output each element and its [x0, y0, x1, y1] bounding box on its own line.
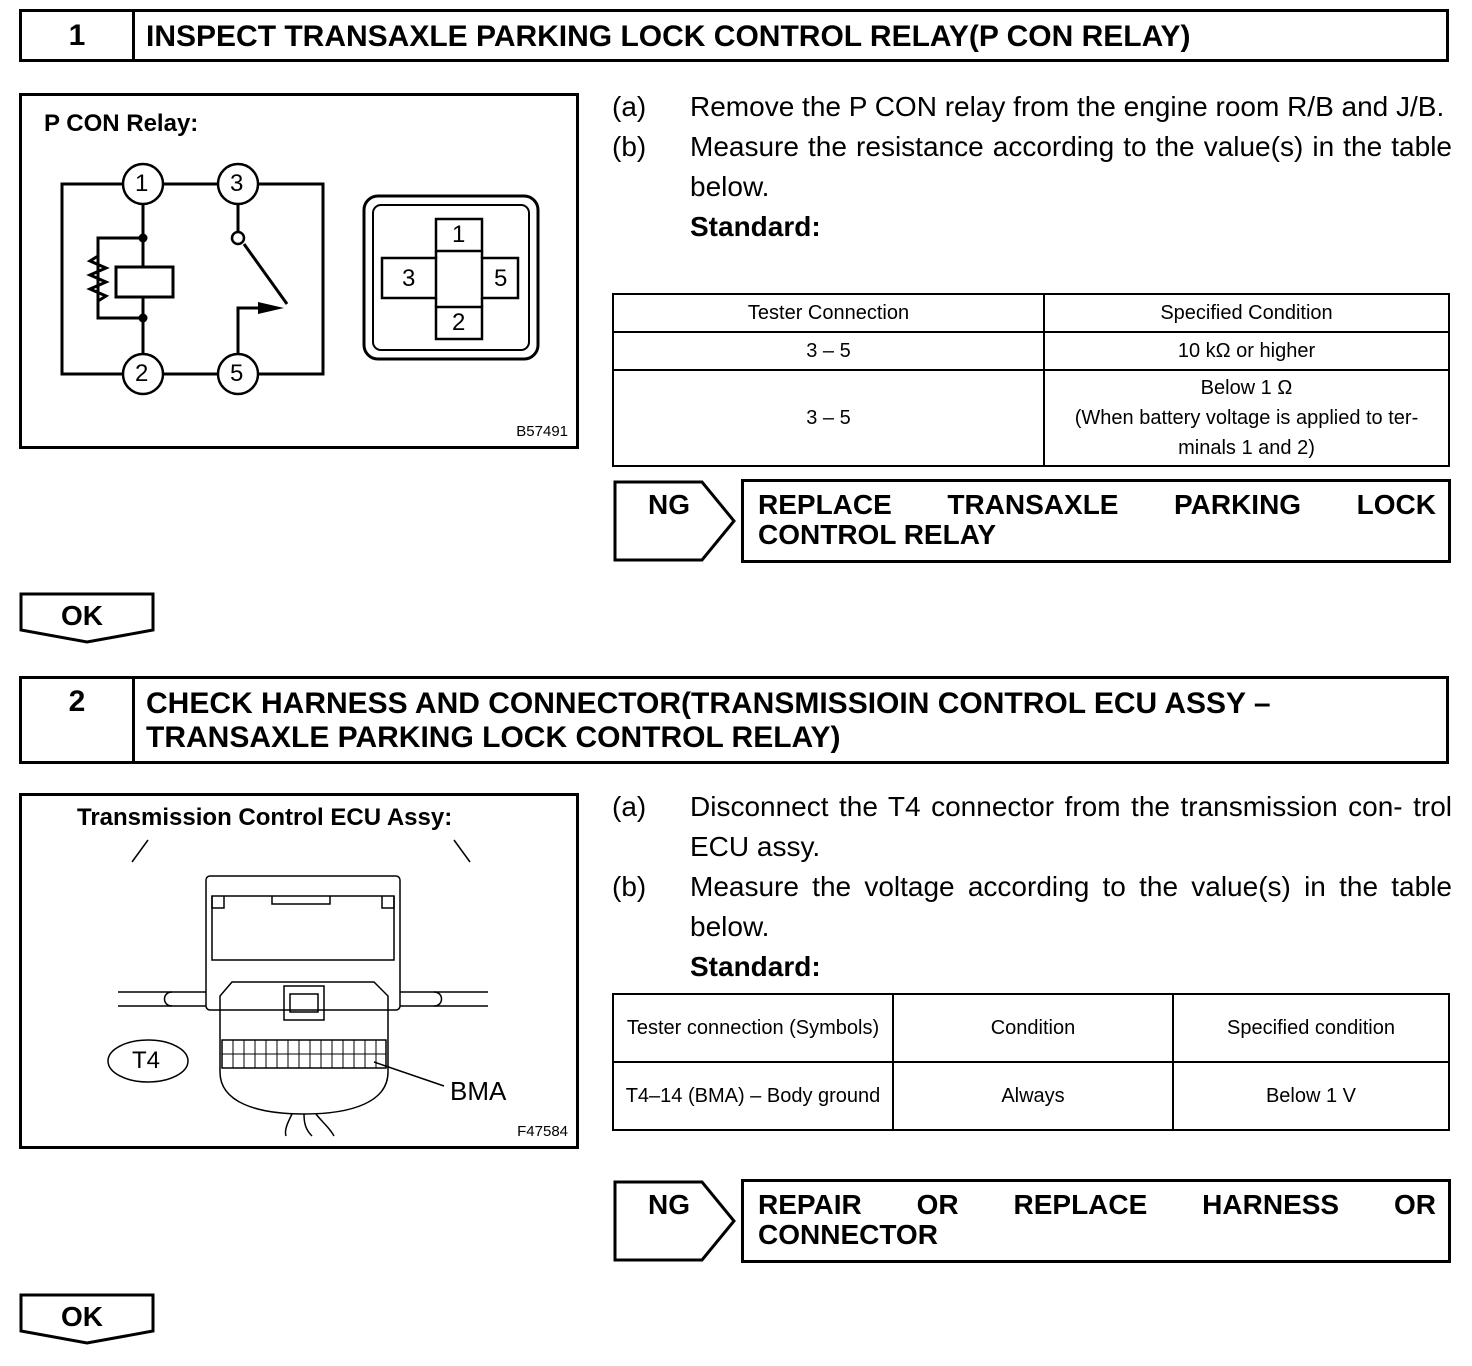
figure-title: Transmission Control ECU Assy: [77, 804, 453, 831]
standard-row [612, 947, 1452, 987]
table-cell: Below 1 V [1173, 1062, 1449, 1130]
instruction-label: (b) [612, 131, 647, 162]
ng-branch-tag [612, 1179, 738, 1263]
p-con-relay-figure [19, 93, 579, 449]
table-header: Tester connection (Symbols) [613, 994, 893, 1062]
step1-spec-table [612, 293, 1450, 467]
ok-branch-tag [19, 592, 155, 644]
step1-header [19, 9, 1449, 62]
step2-spec-table [612, 993, 1450, 1131]
instruction-label: (a) [612, 791, 647, 822]
table-row [613, 1062, 1449, 1130]
ok-label: OK [61, 1301, 103, 1332]
instruction-label: (a) [612, 91, 647, 122]
connector-pin-5: 5 [494, 265, 508, 292]
condition-line: (When battery voltage is applied to ter- [1074, 407, 1419, 429]
figure-code: B57491 [516, 423, 568, 440]
instruction-text: Measure the voltage according to the value(s) in the table below. [690, 871, 1452, 942]
standard-row [612, 207, 1452, 247]
step-title-line: TRANSAXLE PARKING LOCK CONTROL RELAY) [146, 721, 841, 754]
table-cell: 3 – 5 [613, 370, 1044, 466]
table-header: Condition [893, 994, 1173, 1062]
standard-label: Standard: [690, 951, 821, 982]
step-title: INSPECT TRANSAXLE PARKING LOCK CONTROL RELAY(P CON RELAY) [146, 20, 1191, 53]
ng-action-box [741, 479, 1451, 563]
step-number: 1 [22, 12, 135, 59]
bma-pin-label: BMA [450, 1076, 507, 1106]
instruction-b [612, 127, 1452, 207]
instruction-b [612, 867, 1452, 947]
step1-instructions [612, 87, 1452, 247]
instruction-text: Remove the P CON relay from the engine room R/B and J/B. [690, 91, 1445, 122]
table-cell: 3 – 5 [613, 332, 1044, 370]
table-header: Tester Connection [613, 294, 1044, 332]
instruction-label: (b) [612, 871, 647, 902]
table-cell: Always [893, 1062, 1173, 1130]
step2-instructions [612, 787, 1452, 987]
table-row [613, 332, 1449, 370]
terminal-2-label: 2 [135, 360, 149, 387]
ng-label: NG [648, 489, 690, 520]
table-row [613, 370, 1449, 466]
ng-branch-tag [612, 479, 738, 563]
table-cell: 10 kΩ or higher [1044, 332, 1449, 370]
ok-branch-tag [19, 1293, 155, 1345]
instruction-a [612, 87, 1452, 127]
figure-code: F47584 [517, 1123, 568, 1140]
figure-title: P CON Relay: [44, 110, 199, 137]
step-number: 2 [22, 679, 135, 761]
step-title-line: CHECK HARNESS AND CONNECTOR(TRANSMISSIOIN CONTROL ECU ASSY – [146, 687, 1271, 720]
ng-label: NG [648, 1189, 690, 1220]
instruction-text: Disconnect the T4 connector from the transmission con- trol ECU assy. [690, 791, 1452, 862]
t4-connector-label: T4 [132, 1047, 161, 1074]
connector-pin-2: 2 [452, 309, 466, 336]
instruction-a [612, 787, 1452, 867]
ng-action-line: CONNECTOR [758, 1219, 938, 1250]
terminal-3-label: 3 [230, 170, 244, 197]
standard-label: Standard: [690, 211, 821, 242]
terminal-5-label: 5 [230, 360, 244, 387]
step2-header [19, 676, 1449, 764]
connector-pin-1: 1 [452, 221, 466, 248]
ok-label: OK [61, 600, 103, 631]
table-cell: T4–14 (BMA) – Body ground [613, 1062, 893, 1130]
table-cell [1044, 370, 1449, 466]
condition-line: minals 1 and 2) [1178, 437, 1315, 459]
ng-action-line: REPLACE TRANSAXLE PARKING LOCK [758, 489, 1436, 520]
relay-circuit-diagram [22, 96, 576, 446]
ng-action-box [741, 1179, 1451, 1263]
connector-pin-3: 3 [402, 265, 416, 292]
terminal-1-label: 1 [135, 170, 149, 197]
ng-action-line: CONTROL RELAY [758, 519, 997, 550]
table-header: Specified Condition [1044, 294, 1449, 332]
table-header: Specified condition [1173, 994, 1449, 1062]
step-title [146, 687, 1436, 755]
instruction-text: Measure the resistance according to the value(s) in the table below. [690, 131, 1452, 202]
condition-line: Below 1 Ω [1200, 377, 1293, 399]
ecu-connector-figure [19, 793, 579, 1149]
ng-action-line: REPAIR OR REPLACE HARNESS OR [758, 1189, 1436, 1220]
